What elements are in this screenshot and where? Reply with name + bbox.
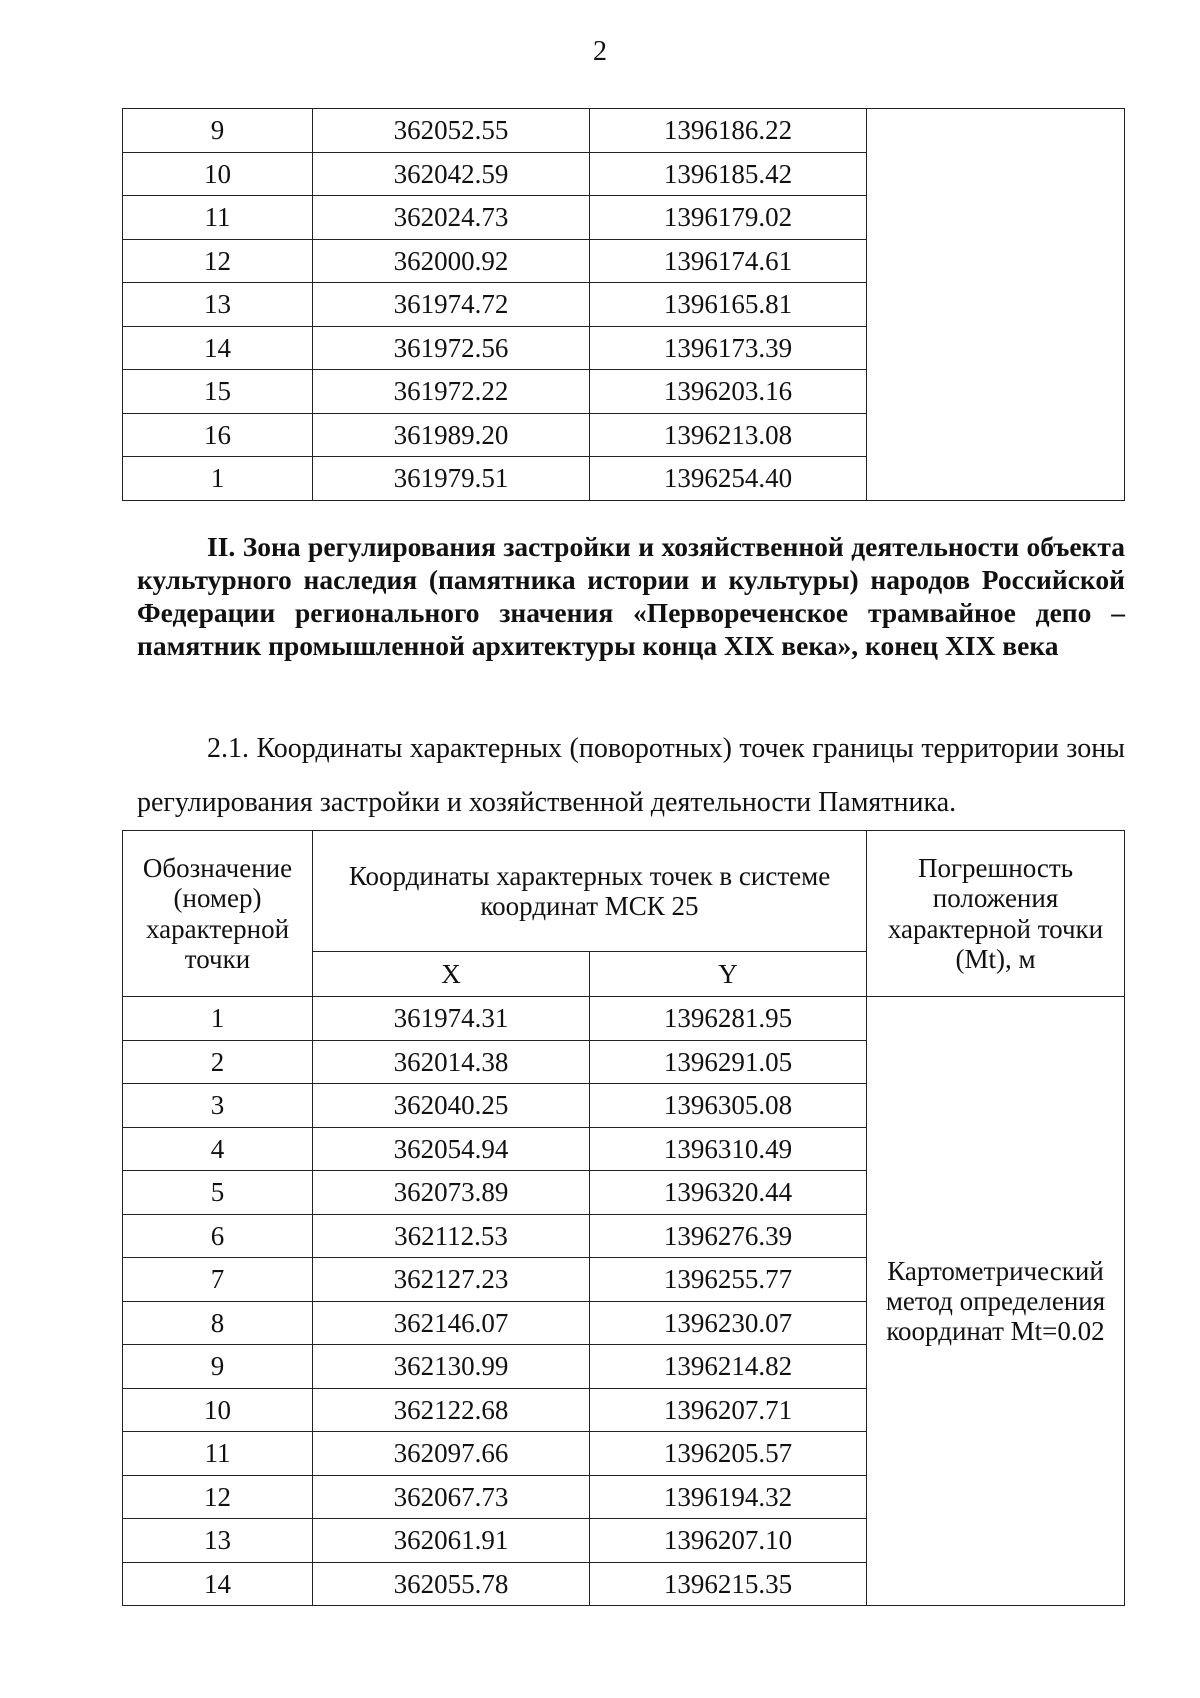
y-coordinate-cell: 1396185.42: [590, 152, 867, 196]
y-coordinate-cell: 1396203.16: [590, 370, 867, 414]
x-coordinate-cell: 362042.59: [313, 152, 590, 196]
section-heading: II. Зона регулирования застройки и хозяйственной деятельности объекта культурного наследия (памятника истории и культуры) народов Российской Федерации регионального значения «Первореченское трамвайное депо – памятник промышленной архитектуры конца XIX века», конец XIX века: [137, 531, 1125, 661]
x-coordinate-cell: 362055.78: [313, 1562, 590, 1606]
y-coordinate-cell: 1396254.40: [590, 457, 867, 501]
y-coordinate-cell: 1396230.07: [590, 1301, 867, 1345]
y-coordinate-cell: 1396215.35: [590, 1562, 867, 1606]
y-coordinate-cell: 1396186.22: [590, 109, 867, 153]
y-coordinate-cell: 1396281.95: [590, 997, 867, 1041]
y-coordinate-cell: 1396207.71: [590, 1388, 867, 1432]
y-coordinate-cell: 1396165.81: [590, 283, 867, 327]
header-coordinates: Координаты характерных точек в системе координат МСК 25: [313, 831, 867, 952]
header-x: X: [313, 952, 590, 997]
x-coordinate-cell: 361972.22: [313, 370, 590, 414]
zone-coordinates-table-body: [123, 997, 1125, 1606]
empty-merged-cell: [867, 109, 1125, 501]
point-number-cell: 6: [123, 1214, 313, 1258]
point-number-cell: 10: [123, 1388, 313, 1432]
x-coordinate-cell: 362014.38: [313, 1040, 590, 1084]
y-coordinate-cell: 1396255.77: [590, 1258, 867, 1302]
point-number-cell: 7: [123, 1258, 313, 1302]
point-number-cell: 14: [123, 326, 313, 370]
x-coordinate-cell: 362052.55: [313, 109, 590, 153]
x-coordinate-cell: 362112.53: [313, 1214, 590, 1258]
x-coordinate-cell: 362097.66: [313, 1432, 590, 1476]
x-coordinate-cell: 361974.31: [313, 997, 590, 1041]
point-number-cell: 11: [123, 196, 313, 240]
x-coordinate-cell: 362024.73: [313, 196, 590, 240]
point-number-cell: 9: [123, 109, 313, 153]
x-coordinate-cell: 361974.72: [313, 283, 590, 327]
y-coordinate-cell: 1396173.39: [590, 326, 867, 370]
y-coordinate-cell: 1396305.08: [590, 1084, 867, 1128]
x-coordinate-cell: 362067.73: [313, 1475, 590, 1519]
header-accuracy: Погрешность положения характерной точки (Mt), м: [867, 831, 1125, 997]
point-number-cell: 8: [123, 1301, 313, 1345]
header-designation: Обозначение (номер) характерной точки: [123, 831, 313, 997]
x-coordinate-cell: 362040.25: [313, 1084, 590, 1128]
coordinates-table-continued-body: [123, 109, 1125, 501]
x-coordinate-cell: 361989.20: [313, 413, 590, 457]
method-note-cell: Картометрический метод определения координат Mt=0.02: [867, 997, 1125, 1606]
point-number-cell: 4: [123, 1127, 313, 1171]
y-coordinate-cell: 1396207.10: [590, 1519, 867, 1563]
point-number-cell: 16: [123, 413, 313, 457]
page-number: 2: [593, 36, 607, 67]
point-number-cell: 5: [123, 1171, 313, 1215]
x-coordinate-cell: 362130.99: [313, 1345, 590, 1389]
x-coordinate-cell: 362061.91: [313, 1519, 590, 1563]
point-number-cell: 10: [123, 152, 313, 196]
header-y: Y: [590, 952, 867, 997]
y-coordinate-cell: 1396205.57: [590, 1432, 867, 1476]
y-coordinate-cell: 1396214.82: [590, 1345, 867, 1389]
y-coordinate-cell: 1396213.08: [590, 413, 867, 457]
point-number-cell: 13: [123, 1519, 313, 1563]
point-number-cell: 11: [123, 1432, 313, 1476]
x-coordinate-cell: 362054.94: [313, 1127, 590, 1171]
y-coordinate-cell: 1396276.39: [590, 1214, 867, 1258]
point-number-cell: 1: [123, 997, 313, 1041]
point-number-cell: 1: [123, 457, 313, 501]
x-coordinate-cell: 362122.68: [313, 1388, 590, 1432]
table-row: [123, 109, 1125, 153]
y-coordinate-cell: 1396194.32: [590, 1475, 867, 1519]
y-coordinate-cell: 1396320.44: [590, 1171, 867, 1215]
y-coordinate-cell: 1396179.02: [590, 196, 867, 240]
point-number-cell: 12: [123, 1475, 313, 1519]
point-number-cell: 14: [123, 1562, 313, 1606]
x-coordinate-cell: 362073.89: [313, 1171, 590, 1215]
point-number-cell: 12: [123, 239, 313, 283]
point-number-cell: 13: [123, 283, 313, 327]
x-coordinate-cell: 361979.51: [313, 457, 590, 501]
point-number-cell: 15: [123, 370, 313, 414]
zone-coordinates-table: [122, 830, 1125, 1606]
y-coordinate-cell: 1396291.05: [590, 1040, 867, 1084]
table-row: [123, 997, 1125, 1041]
y-coordinate-cell: 1396310.49: [590, 1127, 867, 1171]
x-coordinate-cell: 361972.56: [313, 326, 590, 370]
x-coordinate-cell: 362146.07: [313, 1301, 590, 1345]
section-paragraph: 2.1. Координаты характерных (поворотных) точек границы территории зоны регулирования застройки и хозяйственной деятельности Памятника.: [137, 733, 1125, 818]
coordinates-table-continued: [122, 108, 1125, 501]
point-number-cell: 9: [123, 1345, 313, 1389]
point-number-cell: 2: [123, 1040, 313, 1084]
x-coordinate-cell: 362127.23: [313, 1258, 590, 1302]
y-coordinate-cell: 1396174.61: [590, 239, 867, 283]
x-coordinate-cell: 362000.92: [313, 239, 590, 283]
point-number-cell: 3: [123, 1084, 313, 1128]
